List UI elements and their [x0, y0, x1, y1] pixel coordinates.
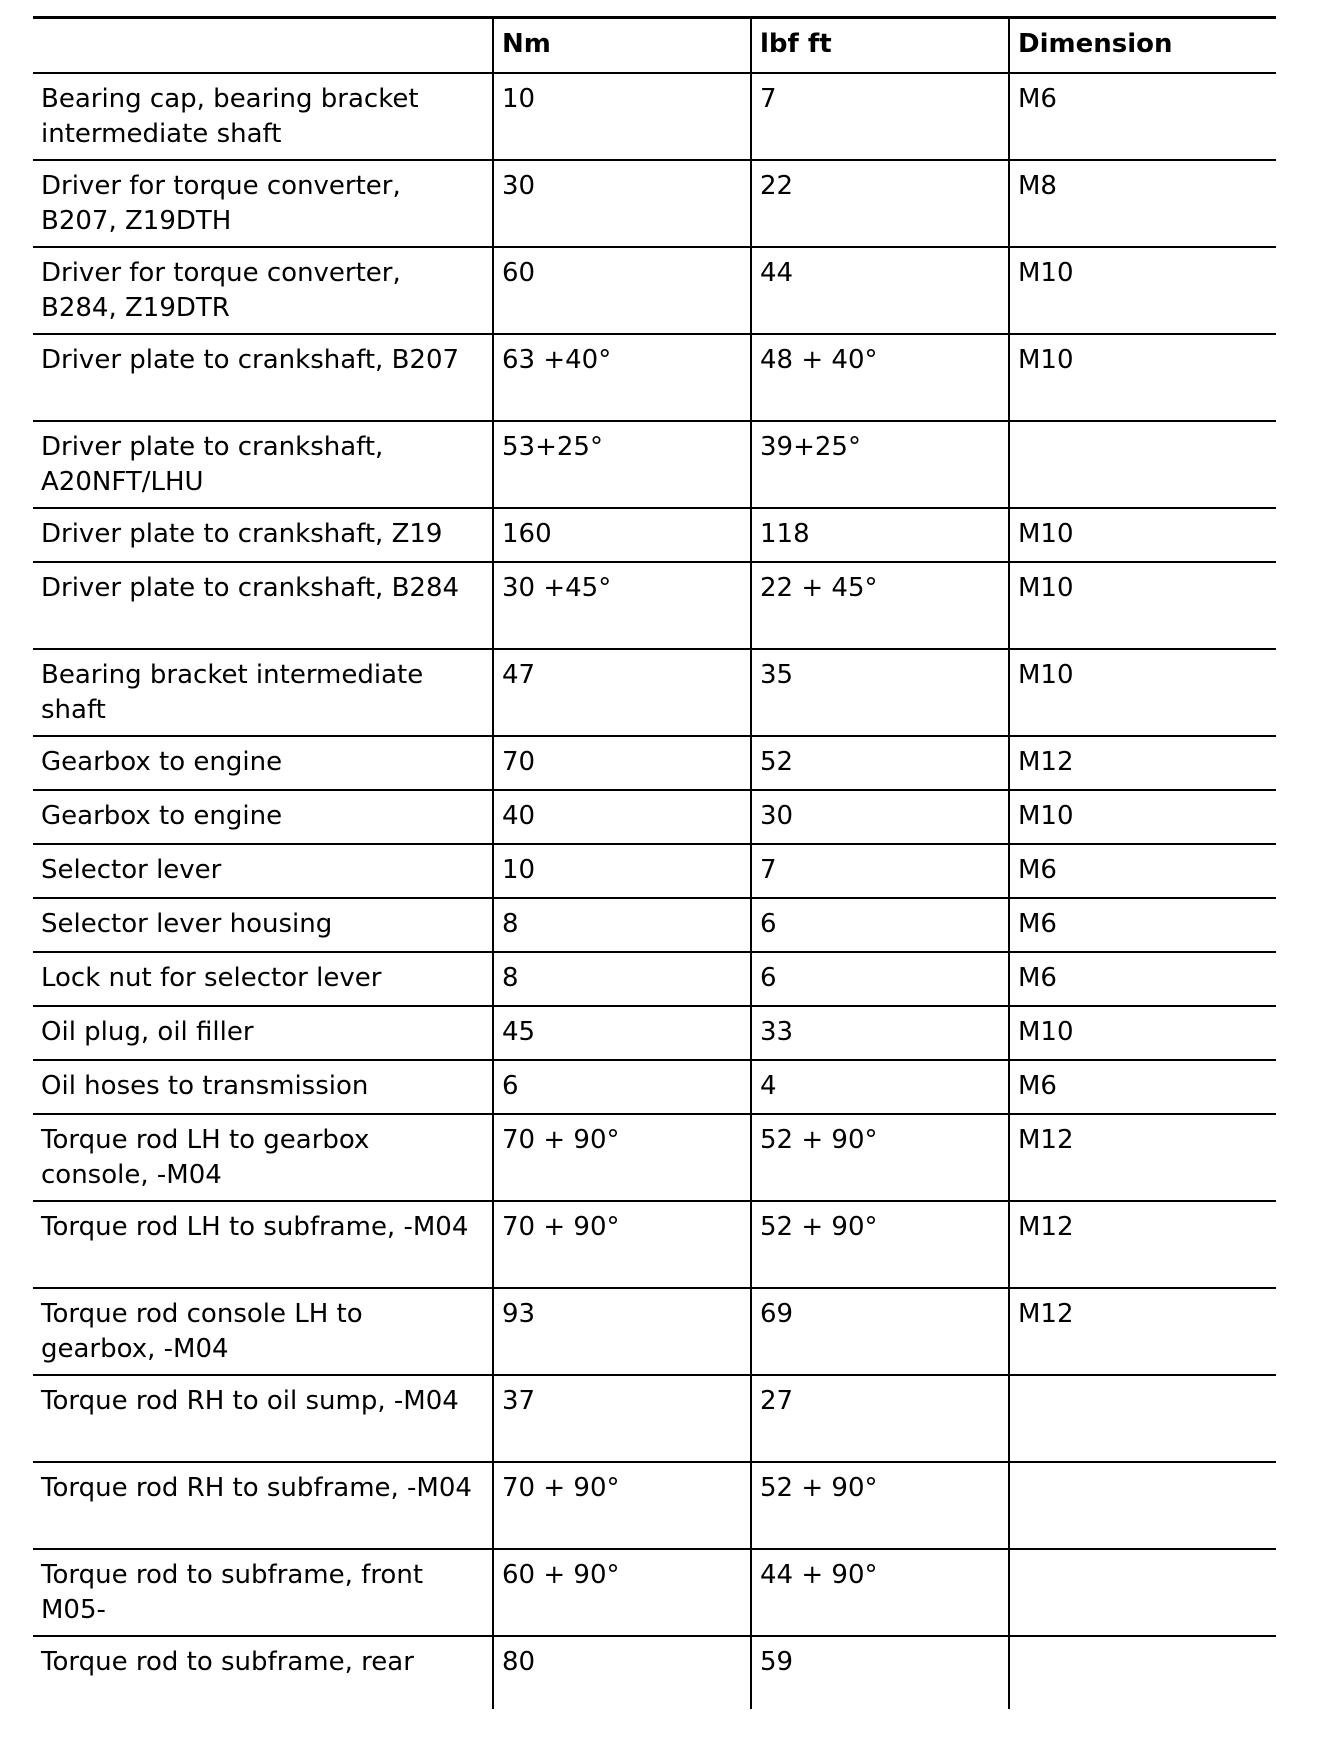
row-nm: 30 +45° [493, 562, 751, 649]
row-nm: 70 + 90° [493, 1114, 751, 1201]
table-header-row [33, 18, 1276, 73]
row-description: Selector lever [33, 844, 493, 898]
table-row [33, 790, 1276, 844]
row-lbf-ft: 44 + 90° [751, 1549, 1009, 1636]
row-lbf-ft: 30 [751, 790, 1009, 844]
table-row [33, 898, 1276, 952]
row-lbf-ft: 52 + 90° [751, 1114, 1009, 1201]
table-row [33, 1462, 1276, 1549]
row-dimension [1009, 1549, 1276, 1636]
row-dimension: M10 [1009, 334, 1276, 421]
row-dimension: M12 [1009, 1201, 1276, 1288]
row-lbf-ft: 69 [751, 1288, 1009, 1375]
row-dimension [1009, 1462, 1276, 1549]
table-row [33, 247, 1276, 334]
row-dimension [1009, 1636, 1276, 1709]
row-lbf-ft: 4 [751, 1060, 1009, 1114]
row-description: Lock nut for selector lever [33, 952, 493, 1006]
row-dimension: M6 [1009, 898, 1276, 952]
row-nm: 70 + 90° [493, 1462, 751, 1549]
row-lbf-ft: 22 + 45° [751, 562, 1009, 649]
row-description: Oil plug, oil filler [33, 1006, 493, 1060]
row-lbf-ft: 33 [751, 1006, 1009, 1060]
table-row [33, 1636, 1276, 1709]
row-nm: 160 [493, 508, 751, 562]
row-description: Driver plate to crankshaft, A20NFT/LHU [33, 421, 493, 508]
row-lbf-ft: 22 [751, 160, 1009, 247]
row-lbf-ft: 39+25° [751, 421, 1009, 508]
table-row [33, 649, 1276, 736]
row-description: Bearing cap, bearing bracket intermediate shaft [33, 73, 493, 160]
row-dimension: M12 [1009, 1288, 1276, 1375]
row-dimension: M6 [1009, 73, 1276, 160]
torque-specification-table [33, 16, 1276, 1709]
row-nm: 80 [493, 1636, 751, 1709]
header-description [33, 18, 493, 73]
table-row [33, 562, 1276, 649]
row-dimension: M10 [1009, 649, 1276, 736]
row-description: Gearbox to engine [33, 736, 493, 790]
row-nm: 53+25° [493, 421, 751, 508]
row-lbf-ft: 7 [751, 844, 1009, 898]
row-dimension: M12 [1009, 736, 1276, 790]
row-lbf-ft: 48 + 40° [751, 334, 1009, 421]
row-lbf-ft: 6 [751, 898, 1009, 952]
table-row [33, 1288, 1276, 1375]
table-row [33, 1060, 1276, 1114]
table-row [33, 1201, 1276, 1288]
row-description: Torque rod LH to gearbox console, -M04 [33, 1114, 493, 1201]
row-nm: 40 [493, 790, 751, 844]
row-nm: 10 [493, 844, 751, 898]
row-lbf-ft: 52 + 90° [751, 1201, 1009, 1288]
table-row [33, 73, 1276, 160]
row-dimension [1009, 421, 1276, 508]
table-row [33, 1006, 1276, 1060]
row-nm: 47 [493, 649, 751, 736]
row-description: Gearbox to engine [33, 790, 493, 844]
row-lbf-ft: 7 [751, 73, 1009, 160]
table-row [33, 952, 1276, 1006]
row-dimension: M10 [1009, 790, 1276, 844]
row-nm: 63 +40° [493, 334, 751, 421]
row-description: Torque rod console LH to gearbox, -M04 [33, 1288, 493, 1375]
table-row [33, 508, 1276, 562]
row-description: Torque rod RH to subframe, -M04 [33, 1462, 493, 1549]
row-dimension: M8 [1009, 160, 1276, 247]
row-lbf-ft: 59 [751, 1636, 1009, 1709]
row-nm: 93 [493, 1288, 751, 1375]
row-description: Selector lever housing [33, 898, 493, 952]
row-description: Torque rod to subframe, rear [33, 1636, 493, 1709]
row-nm: 10 [493, 73, 751, 160]
row-dimension: M6 [1009, 952, 1276, 1006]
row-dimension: M10 [1009, 1006, 1276, 1060]
header-dimension: Dimension [1009, 18, 1276, 73]
row-dimension [1009, 1375, 1276, 1462]
table-row [33, 1375, 1276, 1462]
row-description: Driver for torque converter, B207, Z19DTH [33, 160, 493, 247]
row-nm: 8 [493, 952, 751, 1006]
row-lbf-ft: 27 [751, 1375, 1009, 1462]
table-row [33, 1549, 1276, 1636]
table-row [33, 160, 1276, 247]
row-nm: 70 [493, 736, 751, 790]
row-lbf-ft: 44 [751, 247, 1009, 334]
row-dimension: M10 [1009, 247, 1276, 334]
row-lbf-ft: 35 [751, 649, 1009, 736]
row-description: Torque rod to subframe, front M05- [33, 1549, 493, 1636]
row-nm: 8 [493, 898, 751, 952]
row-nm: 6 [493, 1060, 751, 1114]
row-nm: 30 [493, 160, 751, 247]
row-lbf-ft: 52 [751, 736, 1009, 790]
table-row [33, 736, 1276, 790]
row-description: Torque rod RH to oil sump, -M04 [33, 1375, 493, 1462]
row-description: Driver for torque converter, B284, Z19DTR [33, 247, 493, 334]
table-row [33, 844, 1276, 898]
row-lbf-ft: 52 + 90° [751, 1462, 1009, 1549]
row-dimension: M6 [1009, 844, 1276, 898]
row-nm: 60 [493, 247, 751, 334]
row-lbf-ft: 118 [751, 508, 1009, 562]
header-nm: Nm [493, 18, 751, 73]
table-row [33, 1114, 1276, 1201]
row-nm: 60 + 90° [493, 1549, 751, 1636]
row-lbf-ft: 6 [751, 952, 1009, 1006]
row-nm: 37 [493, 1375, 751, 1462]
row-description: Bearing bracket intermediate shaft [33, 649, 493, 736]
row-dimension: M10 [1009, 508, 1276, 562]
row-description: Torque rod LH to subframe, -M04 [33, 1201, 493, 1288]
row-description: Oil hoses to transmission [33, 1060, 493, 1114]
row-nm: 70 + 90° [493, 1201, 751, 1288]
table-row [33, 421, 1276, 508]
row-description: Driver plate to crankshaft, B207 [33, 334, 493, 421]
table-row [33, 334, 1276, 421]
row-description: Driver plate to crankshaft, Z19 [33, 508, 493, 562]
row-dimension: M6 [1009, 1060, 1276, 1114]
row-dimension: M12 [1009, 1114, 1276, 1201]
row-description: Driver plate to crankshaft, B284 [33, 562, 493, 649]
header-lbf-ft: lbf ft [751, 18, 1009, 73]
row-dimension: M10 [1009, 562, 1276, 649]
row-nm: 45 [493, 1006, 751, 1060]
